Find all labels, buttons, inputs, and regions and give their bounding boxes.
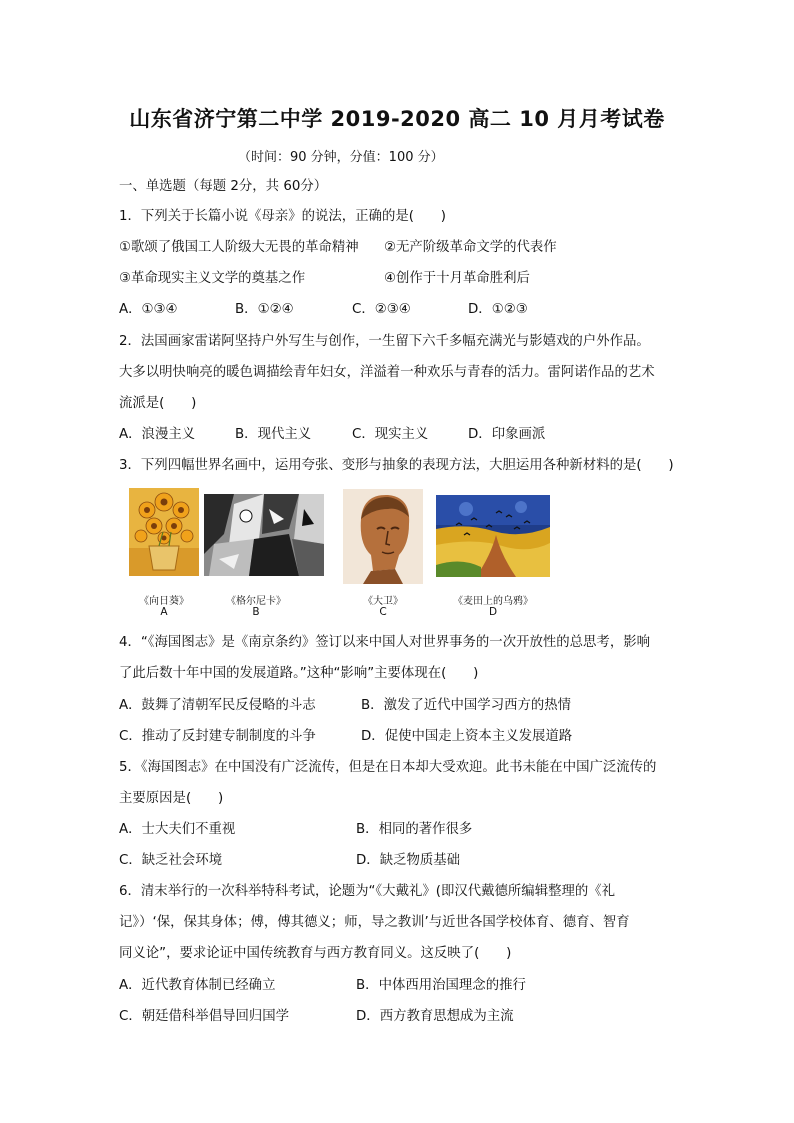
question-1-statement-2: ②无产阶级革命文学的代表作 [384,240,557,255]
question-2-option-d: D．印象画派 [468,427,546,442]
question-1-option-d: D．①②③ [468,302,528,317]
question-2-option-b: B．现代主义 [235,427,312,442]
guernica-painting [204,494,324,576]
page-title: 山东省济宁第二中学 2019-2020 高二 10 月月考试卷 [129,107,665,131]
question-4-line-2: 了此后数十年中国的发展道路。”这种“影响”主要体现在( ) [119,666,479,681]
question-5-option-c: C．缺乏社会环境 [119,853,223,868]
painting-d-letter: D [488,606,498,618]
question-6-line-1: 6．清末举行的一次科举特科考试，论题为“《大戴礼》(即汉代戴德所编辑整理的《礼 [119,884,616,899]
question-6-option-a: A．近代教育体制已经确立 [119,978,276,993]
painting-d-caption: 《麦田上的乌鸦》 [453,596,533,607]
question-5-option-d: D．缺乏物质基础 [356,853,461,868]
question-1-statement-4: ④创作于十月革命胜利后 [384,271,530,286]
question-4-option-a: A．鼓舞了清朝军民反侵略的斗志 [119,698,316,713]
exam-info: （时间：90 分钟，分值：100 分） [238,150,444,165]
question-5-option-a: A．士大夫们不重视 [119,822,236,837]
question-6-line-2: 记》）‘保，保其身体；傅，傅其德义；师，导之教训’与近世各国学校体育、德育、智育 [119,915,630,930]
david-sculpture-image [343,489,423,584]
question-1-option-b: B．①②④ [235,302,294,317]
question-5-line-2: 主要原因是( ) [119,791,224,806]
painting-a-letter: A [160,606,168,618]
question-4-option-d: D．促使中国走上资本主义发展道路 [361,729,573,744]
question-4-line-1: 4．“《海国图志》是《南京条约》签订以来中国人对世界事务的一次开放性的总思考，影响 [119,635,650,650]
question-1-statement-1: ①歌颂了俄国工人阶级大无畏的革命精神 [119,240,359,255]
question-5-option-b: B．相同的著作很多 [356,822,473,837]
question-4-option-c: C．推动了反封建专制制度的斗争 [119,729,316,744]
question-6-option-c: C．朝廷借科举倡导回归国学 [119,1009,290,1024]
painting-c-letter: C [379,606,387,618]
wheatfield-with-crows-painting [436,495,550,577]
question-2-option-a: A．浪漫主义 [119,427,196,442]
question-6-line-3: 同义论”，要求论证中国传统教育与西方教育同义。这反映了( ) [119,946,512,961]
question-1-statement-3: ③革命现实主义文学的奠基之作 [119,271,306,286]
painting-b-caption: 《格尔尼卡》 [226,596,286,607]
question-2-line-1: 2．法国画家雷诺阿坚持户外写生与创作，一生留下六千多幅充满光与影嬉戏的户外作品。 [119,334,650,349]
painting-a-caption: 《向日葵》 [139,596,189,607]
question-1-option-a: A．①③④ [119,302,178,317]
section-heading: 一、单选题（每题 2分，共 60分） [119,179,328,194]
question-4-option-b: B．激发了近代中国学习西方的热情 [361,698,572,713]
question-5-line-1: 5．《海国图志》在中国没有广泛流传，但是在日本却大受欢迎。此书未能在中国广泛流传的 [119,760,657,775]
question-6-option-d: D．西方教育思想成为主流 [356,1009,514,1024]
question-3-stem: 3．下列四幅世界名画中，运用夸张、变形与抽象的表现方法，大胆运用各种新材料的是( ) [119,458,674,473]
question-2-option-c: C．现实主义 [352,427,429,442]
painting-b-letter: B [252,606,260,618]
question-1-stem: 1．下列关于长篇小说《母亲》的说法，正确的是( ) [119,209,446,224]
question-6-option-b: B．中体西用治国理念的推行 [356,978,526,993]
painting-c-caption: 《大卫》 [363,596,403,607]
question-2-line-3: 流派是( ) [119,396,197,411]
sunflowers-painting [129,488,199,576]
question-1-option-c: C．②③④ [352,302,411,317]
question-2-line-2: 大多以明快响亮的暖色调描绘青年妇女，洋溢着一种欢乐与青春的活力。雷阿诺作品的艺术 [119,365,655,380]
